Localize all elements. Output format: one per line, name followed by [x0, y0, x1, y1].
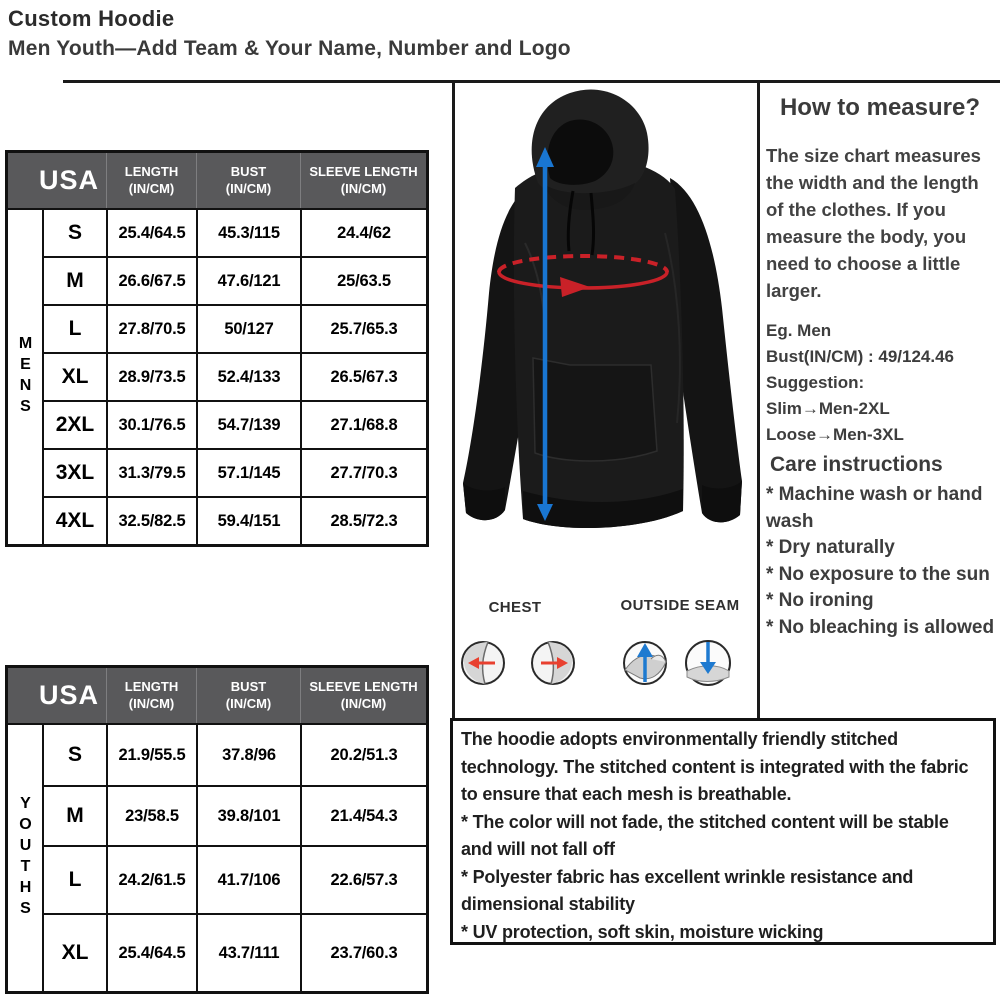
youth-header-length — [106, 668, 196, 723]
col-unit: (IN/CM) — [340, 695, 387, 711]
bust-cell: 43.7/111 — [196, 913, 300, 991]
care-item: * No bleaching is allowed — [766, 616, 995, 638]
sleeve-cell: 28.5/72.3 — [300, 496, 426, 544]
bust-cell: 45.3/115 — [196, 208, 300, 256]
description-bullet: * Polyester fabric has excellent wrinkle resistance and dimensional stability — [461, 866, 914, 914]
youth-header-sleeve — [300, 668, 426, 723]
youth-size-chart — [5, 665, 429, 994]
col-name: BUST — [230, 164, 267, 180]
youth-header-usa: USA — [8, 668, 106, 723]
col-name: SLEEVE LENGTH — [309, 679, 418, 695]
example-line: Loose→Men-3XL — [766, 425, 904, 444]
care-item: * Dry naturally — [766, 537, 895, 558]
size-cell: 2XL — [42, 400, 106, 448]
col-name: BUST — [230, 679, 267, 695]
sleeve-cell: 24.4/62 — [300, 208, 426, 256]
outside-seam-down-icon — [686, 641, 730, 685]
bust-cell: 37.8/96 — [196, 723, 300, 785]
youth-header-bust — [196, 668, 300, 723]
bust-cell: 59.4/151 — [196, 496, 300, 544]
product-description-box — [450, 718, 996, 945]
size-cell: XL — [42, 352, 106, 400]
mens-header-usa: USA — [8, 153, 106, 208]
length-cell: 21.9/55.5 — [106, 723, 196, 785]
outside-seam-label: OUTSIDE SEAM — [620, 597, 740, 614]
mens-group-cell — [8, 208, 42, 544]
mens-size-chart — [5, 150, 429, 547]
care-instructions-list — [766, 482, 998, 641]
length-cell: 26.6/67.5 — [106, 256, 196, 304]
care-item: * Machine wash or hand wash — [766, 484, 983, 532]
youth-group-cell — [8, 723, 42, 991]
sleeve-cell: 27.1/68.8 — [300, 400, 426, 448]
example-line: Slim→Men-2XL — [766, 399, 890, 418]
col-unit: (IN/CM) — [128, 180, 175, 196]
bust-cell: 41.7/106 — [196, 845, 300, 913]
bust-cell: 52.4/133 — [196, 352, 300, 400]
size-cell: M — [42, 256, 106, 304]
size-cell: 3XL — [42, 448, 106, 496]
example-line: Bust(IN/CM) : 49/124.46 — [766, 347, 954, 366]
youth-group-label: YOUTHS — [17, 795, 34, 921]
example-line: Suggestion: — [766, 373, 865, 392]
chest-label: CHEST — [488, 599, 542, 616]
hoodie-torso — [514, 167, 684, 528]
bust-cell: 47.6/121 — [196, 256, 300, 304]
bust-cell: 50/127 — [196, 304, 300, 352]
outside-seam-up-icon — [624, 642, 666, 684]
size-cell: S — [42, 208, 106, 256]
sleeve-cell: 26.5/67.3 — [300, 352, 426, 400]
length-cell: 23/58.5 — [106, 785, 196, 845]
size-cell: XL — [42, 913, 106, 991]
example-line: Eg. Men — [766, 321, 832, 340]
sleeve-cell: 25.7/65.3 — [300, 304, 426, 352]
size-cell: M — [42, 785, 106, 845]
description-bullet: * UV protection, soft skin, moisture wicking — [461, 921, 824, 942]
description-bullet: * The color will not fade, the stitched content will be stable and will not fall off — [461, 811, 949, 859]
size-cell: 4XL — [42, 496, 106, 544]
chest-measure-left-icon — [462, 642, 504, 684]
col-name: LENGTH — [124, 679, 179, 695]
sleeve-cell: 21.4/54.3 — [300, 785, 426, 845]
measure-method-icons — [455, 612, 755, 717]
care-item: * No ironing — [766, 590, 874, 611]
size-cell: L — [42, 845, 106, 913]
care-instructions-heading: Care instructions — [770, 453, 943, 476]
length-cell: 28.9/73.5 — [106, 352, 196, 400]
col-name: LENGTH — [124, 164, 179, 180]
sleeve-cell: 22.6/57.3 — [300, 845, 426, 913]
col-unit: (IN/CM) — [340, 180, 387, 196]
description-paragraph: The hoodie adopts environmentally friendly stitched technology. The stitched content is integrated with the fabric to ensure that each mesh is breathable. — [461, 729, 969, 804]
how-to-measure-body: The size chart measures the width and the length of the clothes. If you measure the body, you need to choose a little larger. — [766, 145, 981, 301]
mens-group-label: MENS — [17, 335, 34, 419]
length-cell: 24.2/61.5 — [106, 845, 196, 913]
col-unit: (IN/CM) — [225, 695, 272, 711]
care-item: * No exposure to the sun — [766, 563, 990, 585]
chest-measure-right-icon — [532, 642, 574, 684]
bust-cell: 57.1/145 — [196, 448, 300, 496]
length-cell: 25.4/64.5 — [106, 913, 196, 991]
sleeve-cell: 27.7/70.3 — [300, 448, 426, 496]
mens-header-bust — [196, 153, 300, 208]
col-unit: (IN/CM) — [225, 180, 272, 196]
hoodie-pocket — [533, 358, 657, 461]
sleeve-cell: 25/63.5 — [300, 256, 426, 304]
length-cell: 30.1/76.5 — [106, 400, 196, 448]
sleeve-cell: 20.2/51.3 — [300, 723, 426, 785]
measure-example-block — [766, 318, 996, 448]
sleeve-cell: 23.7/60.3 — [300, 913, 426, 991]
col-unit: (IN/CM) — [128, 695, 175, 711]
length-cell: 25.4/64.5 — [106, 208, 196, 256]
hoodie-product-image — [455, 83, 755, 595]
mens-header-length — [106, 153, 196, 208]
mens-header-sleeve — [300, 153, 426, 208]
bust-cell: 54.7/139 — [196, 400, 300, 448]
length-cell: 31.3/79.5 — [106, 448, 196, 496]
middle-right-divider-line — [757, 80, 760, 718]
page-subtitle: Men Youth—Add Team & Your Name, Number and Logo — [8, 37, 571, 60]
bust-cell: 39.8/101 — [196, 785, 300, 845]
how-to-measure-heading: How to measure? — [779, 94, 981, 121]
size-cell: L — [42, 304, 106, 352]
col-name: SLEEVE LENGTH — [309, 164, 418, 180]
page-title: Custom Hoodie — [8, 6, 175, 31]
length-cell: 27.8/70.5 — [106, 304, 196, 352]
size-cell: S — [42, 723, 106, 785]
length-cell: 32.5/82.5 — [106, 496, 196, 544]
